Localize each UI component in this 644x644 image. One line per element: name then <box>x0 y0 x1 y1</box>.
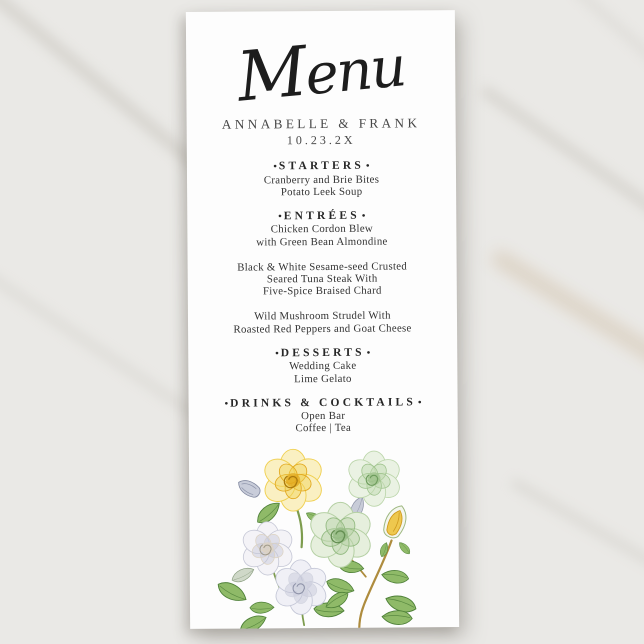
marble-vein <box>0 268 200 420</box>
menu-card <box>186 10 459 629</box>
menu-item-line: with Green Bean Almondine <box>256 235 388 249</box>
sage-leaf <box>230 565 256 584</box>
menu-group <box>188 309 457 335</box>
bullet-glyph: • <box>224 398 229 410</box>
menu-item-line: Black & White Sesame-seed Crusted <box>237 260 408 274</box>
bullet-glyph: • <box>278 211 282 223</box>
menu-group <box>188 260 457 298</box>
menu-item-line: Cranberry and Brie Bites <box>263 173 380 186</box>
section-heading-label: STARTERS <box>278 159 365 173</box>
menu-item-line: Five-Spice Braised Chard <box>262 284 382 298</box>
white-rose <box>239 522 297 576</box>
couple-names: ANNABELLE & FRANK <box>221 115 421 132</box>
marble-vein <box>510 478 644 610</box>
event-date: 10.23.2X <box>286 132 356 148</box>
menu-item-line: Coffee | Tea <box>295 422 352 435</box>
bullet-glyph: • <box>273 161 277 173</box>
green-rose <box>344 451 404 507</box>
menu-group <box>187 173 456 199</box>
menu-group <box>188 359 457 385</box>
section-heading <box>189 396 458 411</box>
section-heading-label: DESSERTS <box>280 346 365 360</box>
menu-group <box>189 409 458 435</box>
bullet-glyph: • <box>417 397 422 409</box>
menu-script-title: Menu <box>233 32 408 118</box>
menu-section-entrees <box>187 209 457 336</box>
menu-item-line: Open Bar <box>301 410 346 423</box>
menu-section-desserts <box>188 346 457 386</box>
menu-section-starters <box>187 159 456 199</box>
menu-item-line: Wild Mushroom Strudel With <box>254 309 391 323</box>
marble-vein <box>479 85 644 265</box>
yellow-rosebud <box>380 502 410 540</box>
floral-illustration <box>213 446 434 629</box>
bullet-glyph: • <box>361 210 366 222</box>
menu-group <box>187 222 456 248</box>
gray-rosebud <box>235 476 262 499</box>
green-rose-large <box>305 502 375 567</box>
section-heading-label: ENTRÉES <box>283 209 360 223</box>
yellow-rose <box>260 449 327 511</box>
menu-item-line: Lime Gelato <box>294 372 352 385</box>
bullet-glyph: • <box>366 347 371 359</box>
section-heading-label: DRINKS & COCKTAILS <box>230 396 417 410</box>
menu-item-line: Wedding Cake <box>289 360 357 373</box>
menu-item-line: Roasted Red Peppers and Goat Cheese <box>233 322 412 336</box>
menu-item-line: Seared Tuna Steak With <box>266 272 378 286</box>
menu-sections <box>187 159 458 436</box>
menu-item-line: Potato Leek Soup <box>280 185 363 198</box>
marble-vein <box>0 0 209 177</box>
bullet-glyph: • <box>365 160 370 172</box>
bullet-glyph: • <box>275 348 279 360</box>
menu-section-drinks-cocktails <box>189 396 458 436</box>
marble-vein <box>490 249 644 425</box>
menu-item-line: Chicken Cordon Blew <box>270 223 374 236</box>
marble-vein <box>565 0 644 97</box>
